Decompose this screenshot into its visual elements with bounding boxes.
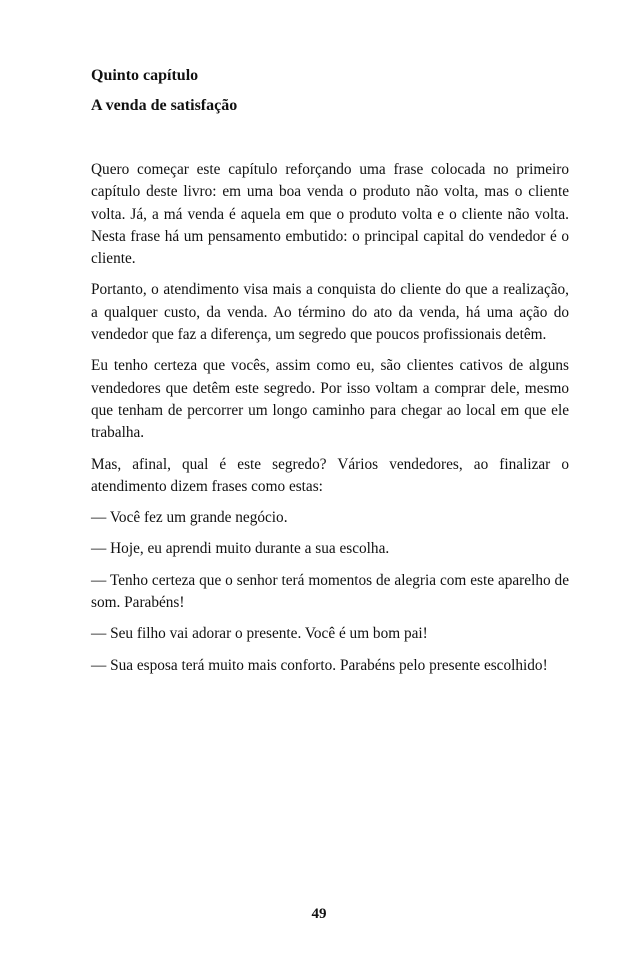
dialogue-line: — Tenho certeza que o senhor terá momentos de alegria com este aparelho de som. Parabéns! [91,571,569,612]
paragraph: Eu tenho certeza que vocês, assim como eu, são clientes cativos de alguns vendedores que detêm este segredo. Por isso voltam a comprar dele, mesmo que tenham de percorrer um longo caminho para chegar ao local em que ele trabalha. [91,357,569,442]
dialogue-line: — Sua esposa terá muito mais conforto. Parabéns pelo presente escolhido! [91,656,548,674]
paragraph: Quero começar este capítulo reforçando uma frase colocada no primeiro capítulo deste livro: em uma boa venda o produto não volta, mas o cliente volta. Já, a má venda é aquela em que o produto volta e o cliente não volta. Nesta frase há um pensamento embutido: o principal capital do vendedor é o cliente. [91,161,569,268]
dialogue-line: — Hoje, eu aprendi muito durante a sua escolha. [91,540,390,558]
paragraph: Portanto, o atendimento visa mais a conquista do cliente do que a realização, a qualquer custo, da venda. Ao término do ato da venda, há uma ação do vendedor que faz a diferença, um segredo que poucos profissionais detêm. [91,281,569,344]
dialogue-line: — Seu filho vai adorar o presente. Você é um bom pai! [91,625,428,643]
page-number: 49 [311,906,327,922]
paragraph: Mas, afinal, qual é este segredo? Vários vendedores, ao finalizar o atendimento dizem frases como estas: [91,455,569,495]
page-body [91,66,569,686]
chapter-title: A venda de satisfação [91,97,238,114]
chapter-label: Quinto capítulo [91,67,199,84]
dialogue-line: — Você fez um grande negócio. [91,509,288,527]
